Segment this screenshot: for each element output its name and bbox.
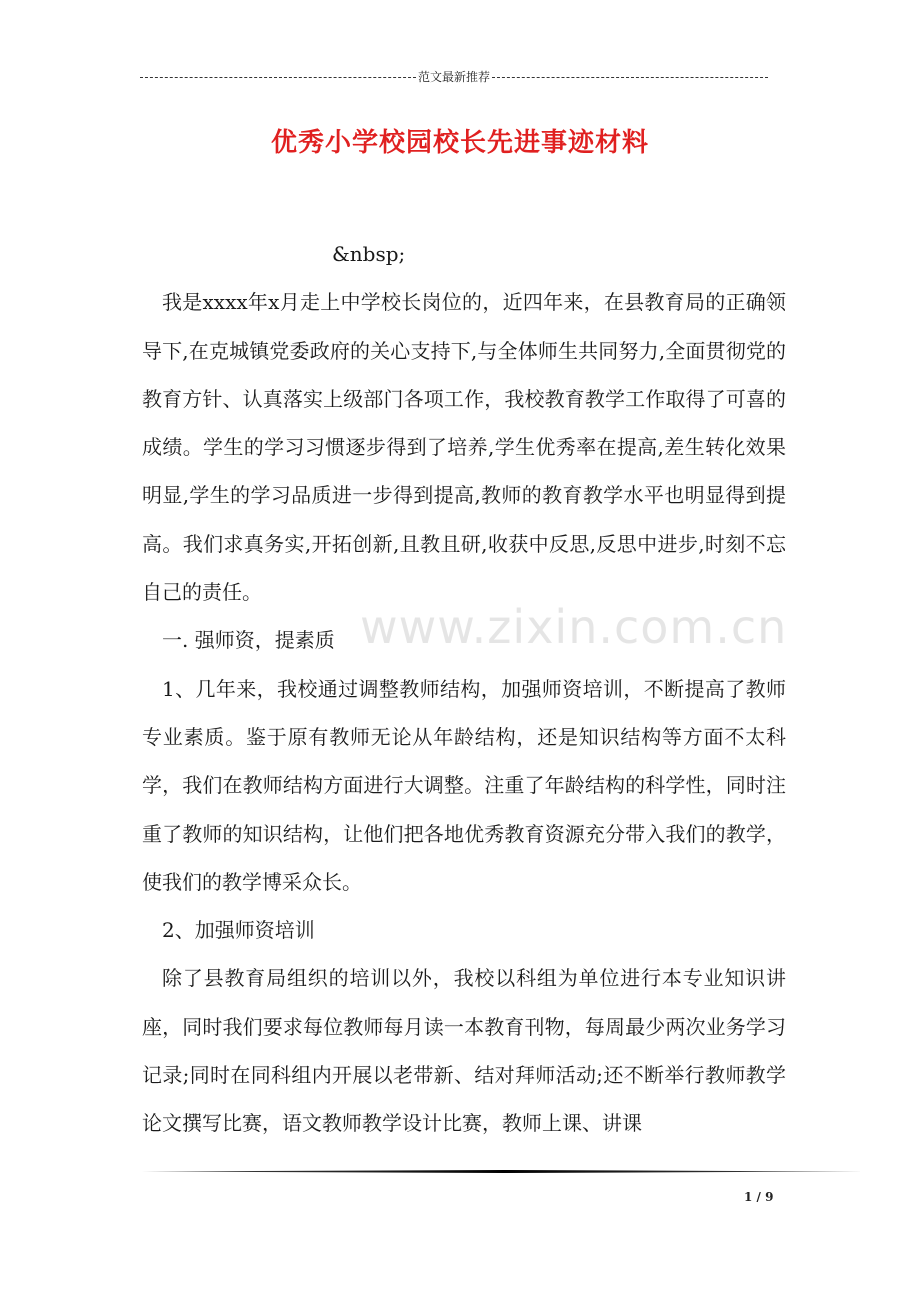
section-heading-1: 一. 强师资，提素质 [162, 628, 335, 653]
document-body [142, 230, 786, 1148]
document-title: 优秀小学校园校长先进事迹材料 [270, 128, 649, 158]
paragraph-nbsp: &nbsp; [332, 242, 406, 266]
page-number: 1 / 9 [744, 1190, 774, 1204]
footer-rule [142, 1170, 864, 1173]
paragraph-item-1: 1、几年来，我校通过调整教师结构，加强师资培训，不断提高了教师专业素质。鉴于原有教师无论从年龄结构，还是知识结构等方面不太科学，我们在教师结构方面进行大调整。注重了年龄结构的科学性，同时注重了教师的知识结构，让他们把各地优秀教育资源充分带入我们的教学，使我们的教学博采众长。 [142, 676, 786, 894]
paragraph-training: 除了县教育局组织的培训以外，我校以科组为单位进行本专业知识讲座，同时我们要求每位教师每月读一本教育刊物，每周最少两次业务学习记录;同时在同科组内开展以老带新、结对拜师活动;还不断举行教师教学论文撰写比赛，语文教师教学设计比赛，教师上课、讲课 [142, 966, 786, 1136]
header-dash-right [492, 77, 768, 78]
watermark: www.zixin.com.cn [360, 600, 788, 654]
header-banner-label: 范文最新推荐 [418, 69, 491, 84]
header-banner [140, 66, 768, 86]
header-dash-left [140, 77, 416, 78]
paragraph-intro: 我是xxxx年x月走上中学校长岗位的，近四年来，在县教育局的正确领导下,在克城镇党委政府的关心支持下,与全体师生共同努力,全面贯彻党的教育方针、认真落实上级部门各项工作，我校教育教学工作取得了可喜的成绩。学生的学习习惯逐步得到了培养,学生优秀率在提高,差生转化效果明显,学生的学习品质进一步得到提高,教师的教育教学水平也明显得到提高。我们求真务实,开拓创新,且教且研,收获中反思,反思中进步,时刻不忘自己的责任。 [142, 290, 786, 605]
subheading-item-2: 2、加强师资培训 [162, 918, 315, 943]
